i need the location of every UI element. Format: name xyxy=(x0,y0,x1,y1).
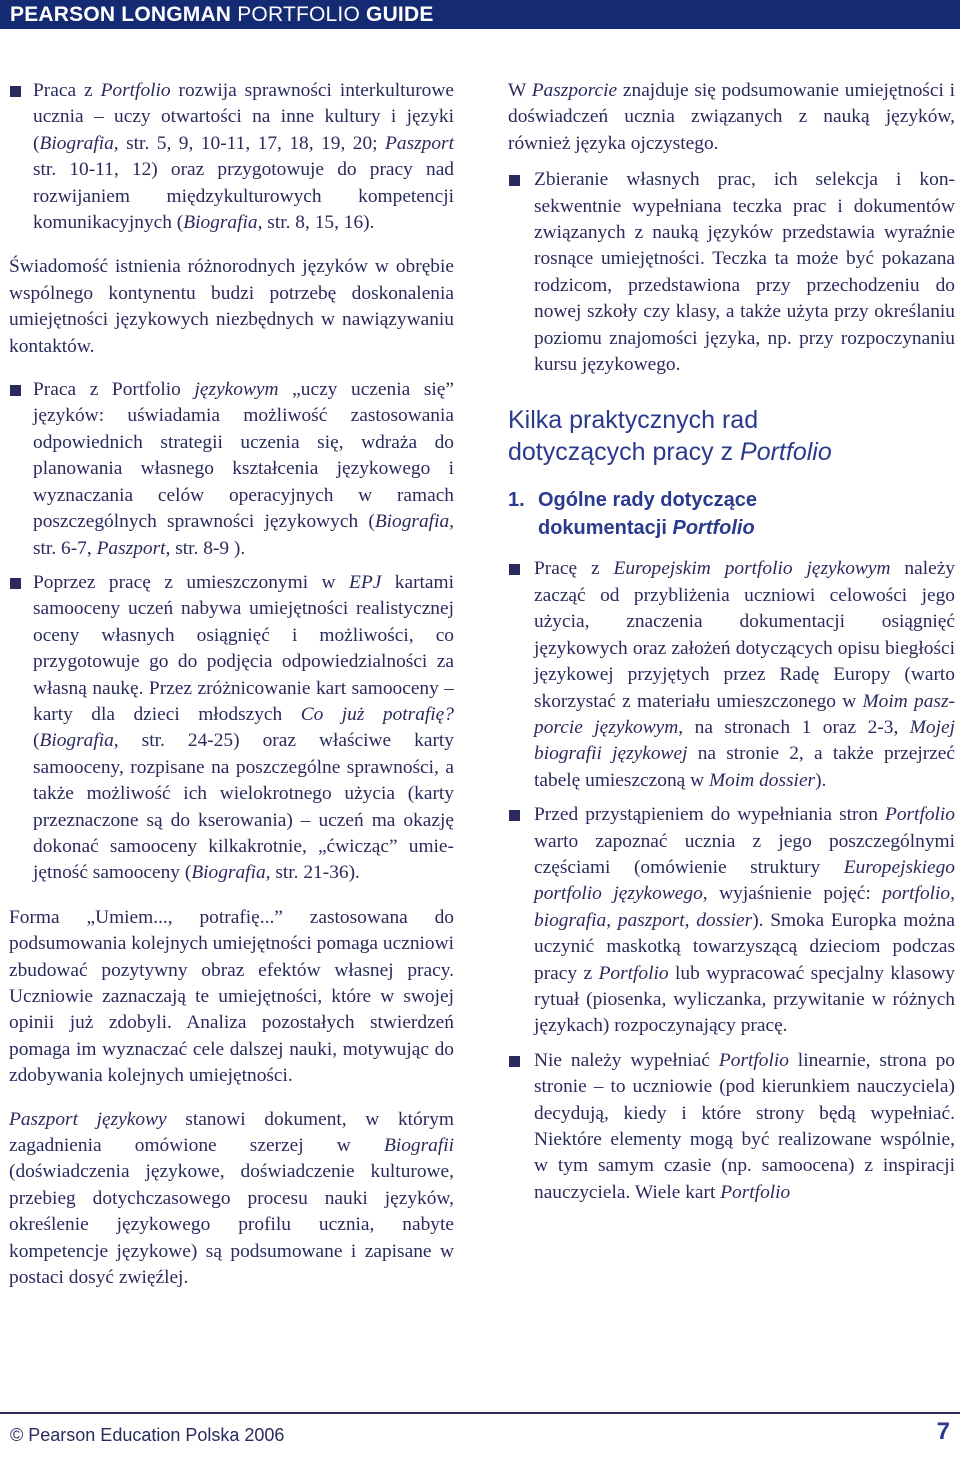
paragraph: Paszport językowy stanowi dokument, w którym zagadnienia omówione szerzej w Biografii (doświadczenia językowe, doświadczenie kulturowe, przebieg dotychczasowego procesu nauki języków, określenie językowego profilu ucznia, nabyte kompetencje językowe) są podsumowane i zapisane w postaci dosyć zwięźlej. xyxy=(9,1108,454,1289)
header-bar xyxy=(0,0,960,29)
bullet-text: Przed przystąpieniem do wypełniania stron Portfolio warto zapoznać ucznia z jego poszczególnymi częściami (omówienie struktury Europejskiego portfolio językowego, wyjaśnienie pojęć: portfolio, biografia, paszport, dossier). Smoka Europka można uczynić maskotką towarzyszącą dzieciom podczas pracy z Portfolio lub wypracować specjalny klasowy rytuał (piosenka, wyliczanka, przywitanie w różnych językach) rozpoczynający pracę. xyxy=(534,804,955,1037)
paragraph: Świadomość istnienia różnorodnych języków w obrębie wspólnego kontynentu budzi potrzebę doskonalenia umiejętności językowych niezbędnych w nawiązywaniu kontaktów. xyxy=(9,256,454,357)
bullet-item xyxy=(508,802,955,1040)
header-title-bold: PEARSON LONGMAN xyxy=(10,3,232,26)
bullet-square-icon xyxy=(10,385,21,396)
bullet-item xyxy=(9,78,454,236)
bullet-item xyxy=(9,570,454,887)
footer-rule xyxy=(0,1412,960,1414)
bullet-text: Poprzez pracę z umieszczonymi w EPJ kartami samooceny uczeń nabywa umiejętności realistycznej oceny własnych osiągnięć i możliwości, co przygotowuje go do podjęcia odpowiedzialności za własną naukę. Przez zróżnicowanie kart samooceny – karty dla dzieci młodszych Co już potrafię? (Biografia, str. 24-25) oraz właściwe karty samooceny, rozpisane na poszczególne sprawności, a także możliwość ich wielokrotnego użycia (karty przeznaczone są do kserowania) – uczeń ma okazję dokonać samooceny kilkakrotnie, „ćwicząc” umiejętność samooceny (Biografia, str. 21-36). xyxy=(33,571,454,884)
bullet-text: Nie należy wypełniać Portfolio linearnie, strona po stronie – to uczniowie (pod kierunkiem nauczyciela) decydują, kiedy i które strony będą wypełniać. Niektóre elementy mogą być realizowane wspólnie, w tym samym czasie (np. samoocena) z inspiracji nauczyciela. Wiele kart Portfolio xyxy=(534,1049,956,1203)
page-number: 7 xyxy=(936,1418,950,1445)
bullet-text: Praca z Portfolio językowym „uczy uczenia się” języków: uświadamia możliwość zastosowania odpowiednich strategii uczenia się, wdraża do planowania własnego kształcenia językowego i wyznaczania celów operacyjnych w ramach poszczególnych sprawności językowych (Biografia, str. 6-7, Paszport, str. 8-9 ). xyxy=(33,379,454,559)
bullet-square-icon xyxy=(10,86,21,97)
bullet-item xyxy=(508,167,955,378)
bullet-text: Zbieranie własnych prac, ich selekcja i konsekwentnie wypełniana teczka prac i dokumentów związanych z nauką języków przedstawia wyraźnie rosnące umiejętności. Teczka ta może być pokazana rodzicom, przedstawiona przy przechodzeniu do nowej szkoły czy klasy, a także użyta przy określaniu poziomu znajomości języka, np. przy rozpoczynaniu kursu językowego. xyxy=(534,169,955,376)
paragraph: W Paszporcie znajduje się podsumowanie umiejętności i doświadczeń ucznia związanych z nauką języków, również języka ojczystego. xyxy=(508,80,955,154)
footer-copyright: © Pearson Education Polska 2006 xyxy=(10,1425,285,1445)
paragraph: Forma „Umiem..., potrafię...” zastosowana do podsumowania kolejnych umiejętności pomaga uczniowi zbudować pozytywny obraz efektów własnej pracy. Uczniowie zaznaczają te umiejętności, które w swojej opinii już zdobyli. Analiza pozostałych stwierdzeń pomaga im wyznaczać cele dalszej nauki, motywując do zdobywania kolejnych umiejętności. xyxy=(9,906,454,1087)
bullet-item xyxy=(9,377,454,562)
bullet-item xyxy=(508,556,955,794)
right-column xyxy=(508,78,955,1214)
bullet-square-icon xyxy=(509,810,520,821)
left-column xyxy=(9,78,454,1308)
header-title-bold-2: GUIDE xyxy=(366,3,434,26)
section-heading: Kilka praktycznych rad dotyczących pracy z Portfolio xyxy=(508,406,832,467)
header-title-regular: PORTFOLIO xyxy=(231,3,367,26)
bullet-square-icon xyxy=(509,1056,520,1067)
bullet-square-icon xyxy=(509,564,520,575)
subsection-heading: 1. Ogólne rady dotyczące dokumentacji Portfolio xyxy=(508,489,757,540)
bullet-text: Praca z Portfolio rozwija sprawności interkulturowe ucznia – uczy otwartości na inne kultury i języki (Biografia, str. 5, 9, 10-11, 17, 18, 19, 20; Paszport str. 10-11, 12) oraz przygotowuje do pracy nad rozwijaniem międzykulturowych kompetencji komunikacyjnych (Biografia, str. 8, 15, 16). xyxy=(33,80,454,234)
bullet-item xyxy=(508,1048,955,1206)
running-header xyxy=(10,0,434,29)
bullet-square-icon xyxy=(509,175,520,186)
bullet-square-icon xyxy=(10,578,21,589)
bullet-text: Pracę z Europejskim portfolio językowym należy zacząć od przybliżenia uczniowi celowości jego użycia, znaczenia dokumentacji osiągnięć językowych oraz założeń dotyczących opisu biegłości językowej przyjętych przez Radę Europy (warto skorzystać z materiału umieszczonego w Moim paszporcie językowym, na stronach 1 oraz 2-3, Mojej biografii językowej na stronie 2, a także przejrzeć tabelę umieszczoną w Moim dossier). xyxy=(534,558,956,791)
